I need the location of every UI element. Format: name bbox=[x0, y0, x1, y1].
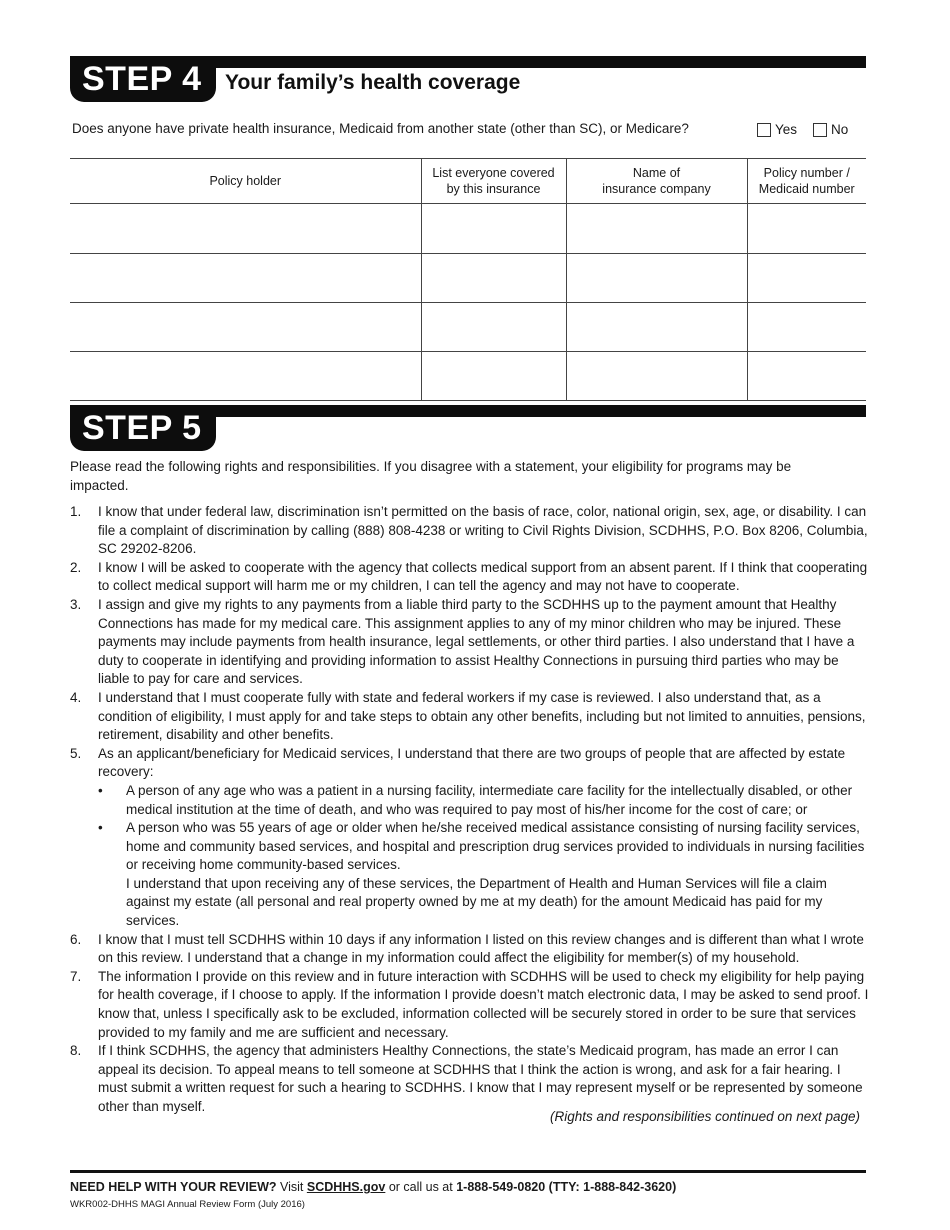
rights-item bbox=[70, 931, 870, 968]
insurance-company-cell[interactable] bbox=[566, 254, 747, 303]
rights-list bbox=[70, 503, 870, 1117]
policy-number-cell[interactable] bbox=[747, 352, 866, 401]
item-number: 8. bbox=[70, 1043, 82, 1059]
policy-holder-cell[interactable] bbox=[70, 303, 421, 352]
item-number: 4. bbox=[70, 689, 82, 705]
no-checkbox[interactable] bbox=[813, 123, 827, 137]
item-text: If I think SCDHHS, the agency that administers Healthy Connections, the state’s Medicaid program, has made an error I can appeal its decision. To appeal means to tell someone at SCDHHS that I think the action is wrong, and ask for a fair hearing. I must submit a written request for such a hearing to SCDHHS. I know that I may represent myself or be represented by someone other than myself. bbox=[98, 1043, 863, 1114]
item-text: I know that under federal law, discrimination isn’t permitted on the basis of race, color, national origin, sex, age, or disability. I can file a complaint of discrimination by calling (888) 808-4238 or writing to Civil Rights Division, SCDHHS, P.O. Box 8206, Columbia, SC 29202-8206. bbox=[98, 504, 868, 557]
estate-recovery-bullets bbox=[98, 782, 870, 931]
coverage-table bbox=[70, 158, 866, 401]
item-number: 3. bbox=[70, 596, 82, 612]
step4-header bbox=[70, 56, 866, 104]
table-row bbox=[70, 303, 866, 352]
header-policy-holder: Policy holder bbox=[70, 159, 421, 204]
policy-holder-cell[interactable] bbox=[70, 254, 421, 303]
step4-title: Your family’s health coverage bbox=[225, 71, 521, 94]
step5-header bbox=[70, 405, 866, 453]
rights-item bbox=[70, 596, 870, 689]
form-id: WKR002-DHHS MAGI Annual Review Form (July 2016) bbox=[70, 1199, 305, 1210]
table-row bbox=[70, 352, 866, 401]
call-text: or call us at bbox=[385, 1180, 457, 1194]
yes-label: Yes bbox=[775, 122, 798, 137]
policy-number-cell[interactable] bbox=[747, 204, 866, 254]
item-text: I know I will be asked to cooperate with the agency that collects medical support from an absent parent. If I think that cooperating to collect medical support will harm me or my children, I can tell the agency and may not have to cooperate. bbox=[98, 559, 868, 594]
table-row bbox=[70, 204, 866, 254]
policy-holder-cell[interactable] bbox=[70, 204, 421, 254]
item-text: I know that I must tell SCDHHS within 10 days if any information I listed on this review changes and is different than what I wrote on this review. I understand that a change in my information could affect the eligibility for member(s) of my household. bbox=[98, 931, 864, 966]
rights-item bbox=[70, 745, 870, 931]
table-row bbox=[70, 254, 866, 303]
yes-checkbox[interactable] bbox=[757, 123, 771, 137]
yes-option[interactable] bbox=[757, 122, 797, 137]
help-phone: 1-888-549-0820 (TTY: 1-888-842-3620) bbox=[456, 1180, 677, 1194]
continued-note: (Rights and responsibilities continued on next page) bbox=[550, 1109, 860, 1124]
header-insurance-company: Name of insurance company bbox=[566, 159, 747, 204]
step5-badge: STEP 5 bbox=[70, 405, 216, 451]
insurance-company-cell[interactable] bbox=[566, 303, 747, 352]
item-number: 7. bbox=[70, 968, 82, 984]
insurance-company-cell[interactable] bbox=[566, 352, 747, 401]
item-number: 1. bbox=[70, 504, 82, 519]
policy-number-cell[interactable] bbox=[747, 254, 866, 303]
rights-item bbox=[70, 1042, 870, 1116]
bullet-text: A person who was 55 years of age or older when he/she received medical assistance consisting of nursing facility services, home and community based services, and hospital and prescription drug services provided to individuals in nursing facilities or receiving home community-based services. bbox=[126, 820, 865, 873]
insurance-company-cell[interactable] bbox=[566, 204, 747, 254]
rights-item bbox=[70, 559, 870, 596]
bullet-icon: • bbox=[98, 782, 103, 798]
scdhhs-link[interactable]: SCDHHS.gov bbox=[306, 1180, 386, 1194]
no-label: No bbox=[831, 122, 849, 137]
covered-people-cell[interactable] bbox=[421, 254, 566, 303]
footer-help bbox=[70, 1180, 676, 1194]
covered-people-cell[interactable] bbox=[421, 303, 566, 352]
rights-item bbox=[70, 503, 870, 559]
footer-divider bbox=[70, 1170, 866, 1173]
estate-claim-note: I understand that upon receiving any of these services, the Department of Health and Human Services will file a claim against my estate (all personal and real property owned by me at my death) for the amount Medicaid has paid for my services. bbox=[126, 875, 827, 929]
policy-holder-cell[interactable] bbox=[70, 352, 421, 401]
item-number: 6. bbox=[70, 931, 82, 947]
bullet-item bbox=[98, 819, 870, 931]
coverage-question: Does anyone have private health insurance, Medicaid from another state (other than SC), or Medicare? bbox=[72, 121, 689, 136]
policy-number-cell[interactable] bbox=[747, 303, 866, 352]
bullet-icon: • bbox=[98, 820, 103, 836]
visit-text: Visit bbox=[276, 1180, 307, 1194]
item-text: I understand that I must cooperate fully with state and federal workers if my case is reviewed. I also understand that, as a condition of eligibility, I must apply for and take steps to obtain any other benefits, including but not limited to annuities, pensions, retirement, disability and other benefits. bbox=[98, 689, 866, 743]
step5-intro: Please read the following rights and responsibilities. If you disagree with a statement, your eligibility for programs may be impacted. bbox=[70, 459, 792, 493]
header-policy-number: Policy number / Medicaid number bbox=[747, 159, 866, 204]
item-text: I assign and give my rights to any payments from a liable third party to the SCDHHS up to the payment amount that Healthy Connections has made for my medical care. This assignment applies to any of my minor children who may be injured. These payments may include payments from health insurance, legal settlements, or other third parties. I also understand that I have a duty to cooperate in identifying and providing information to assist Healthy Connections in pursuing third parties who may be liable to pay for care and services. bbox=[98, 596, 855, 687]
coverage-table-header bbox=[70, 159, 866, 204]
step4-badge: STEP 4 bbox=[70, 56, 216, 102]
rights-item bbox=[70, 689, 870, 745]
bullet-item bbox=[98, 782, 870, 819]
bullet-text: A person of any age who was a patient in a nursing facility, intermediate care facility for the intellectually disabled, or other medical institution at the time of death, and who was required to pay most of his/her income for the cost of care; or bbox=[126, 782, 853, 817]
rights-item bbox=[70, 968, 870, 1042]
no-option[interactable] bbox=[813, 122, 848, 137]
help-heading: NEED HELP WITH YOUR REVIEW? bbox=[70, 1180, 277, 1194]
covered-people-cell[interactable] bbox=[421, 352, 566, 401]
item-number: 2. bbox=[70, 559, 82, 575]
item-text: As an applicant/beneficiary for Medicaid services, I understand that there are two groups of people that are affected by estate recovery: bbox=[98, 745, 846, 780]
covered-people-cell[interactable] bbox=[421, 204, 566, 254]
item-text: The information I provide on this review and in future interaction with SCDHHS will be used to check my eligibility for help paying for health coverage, if I choose to apply. If the information I provide doesn’t match electronic data, I may be asked to send proof. I know that, unless I specifically ask to be excluded, information collected will be securely stored in order to be sure that services provided to my family and me are sufficient and necessary. bbox=[98, 968, 869, 1040]
item-number: 5. bbox=[70, 745, 82, 761]
header-people-covered: List everyone covered by this insurance bbox=[421, 159, 566, 204]
